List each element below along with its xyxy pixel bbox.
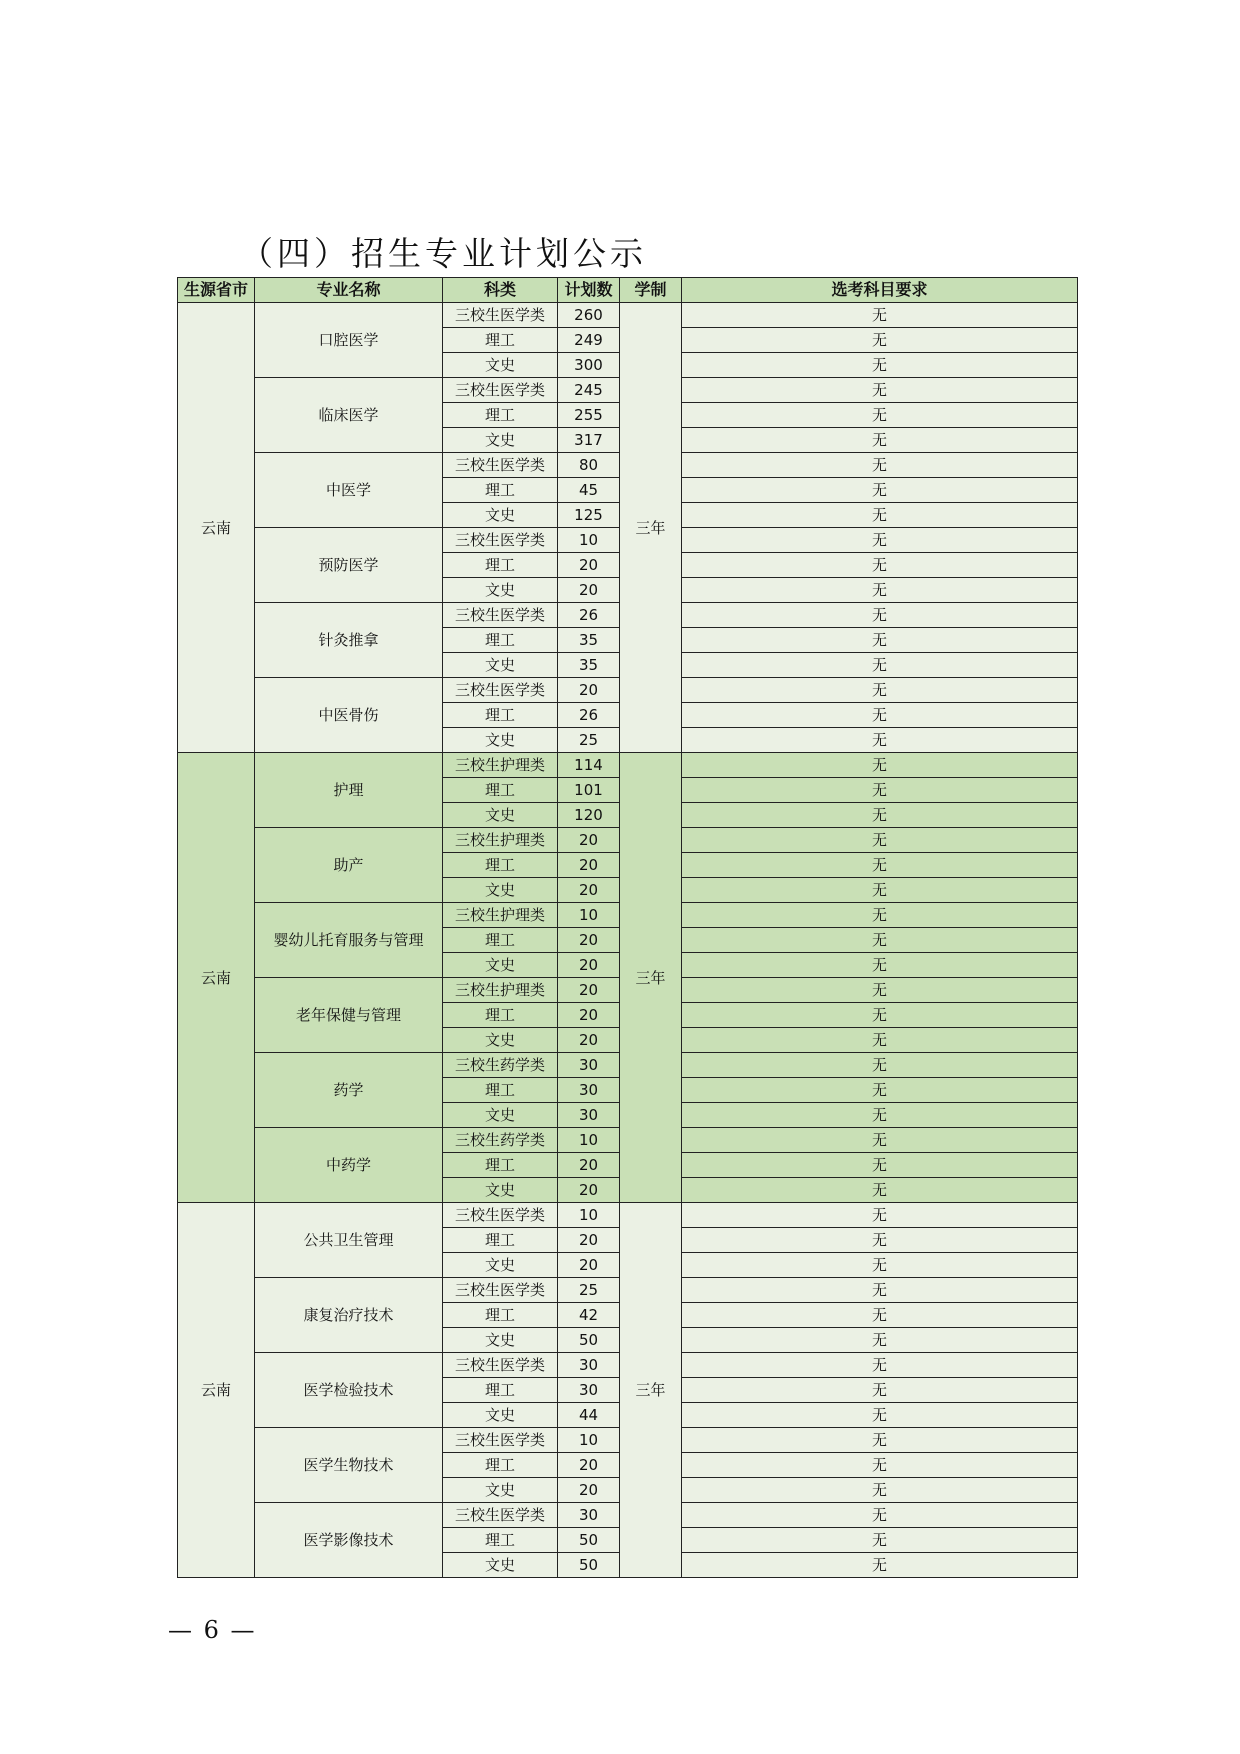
category-cell: 理工: [443, 553, 558, 578]
header-count: 计划数: [558, 278, 620, 303]
duration-cell: 三年: [620, 303, 682, 753]
subject-requirement-cell: 无: [682, 628, 1078, 653]
subject-requirement-cell: 无: [682, 528, 1078, 553]
major-name-cell: 临床医学: [255, 378, 443, 453]
category-cell: 理工: [443, 778, 558, 803]
category-cell: 文史: [443, 428, 558, 453]
subject-requirement-cell: 无: [682, 1003, 1078, 1028]
plan-count-cell: 114: [558, 753, 620, 778]
category-cell: 三校生药学类: [443, 1053, 558, 1078]
major-name-cell: 中医学: [255, 453, 443, 528]
plan-count-cell: 20: [558, 1228, 620, 1253]
plan-count-cell: 20: [558, 928, 620, 953]
plan-count-cell: 255: [558, 403, 620, 428]
category-cell: 三校生医学类: [443, 453, 558, 478]
category-cell: 理工: [443, 1078, 558, 1103]
category-cell: 理工: [443, 328, 558, 353]
plan-count-cell: 10: [558, 528, 620, 553]
category-cell: 文史: [443, 503, 558, 528]
province-cell: 云南: [178, 753, 255, 1203]
plan-count-cell: 260: [558, 303, 620, 328]
plan-count-cell: 44: [558, 1403, 620, 1428]
plan-count-cell: 10: [558, 1203, 620, 1228]
category-cell: 三校生医学类: [443, 1203, 558, 1228]
subject-requirement-cell: 无: [682, 678, 1078, 703]
category-cell: 文史: [443, 803, 558, 828]
subject-requirement-cell: 无: [682, 1403, 1078, 1428]
subject-requirement-cell: 无: [682, 1103, 1078, 1128]
subject-requirement-cell: 无: [682, 328, 1078, 353]
subject-requirement-cell: 无: [682, 1453, 1078, 1478]
plan-count-cell: 20: [558, 678, 620, 703]
category-cell: 理工: [443, 1153, 558, 1178]
category-cell: 理工: [443, 928, 558, 953]
table-row: [178, 1203, 1078, 1228]
subject-requirement-cell: 无: [682, 1528, 1078, 1553]
category-cell: 理工: [443, 1303, 558, 1328]
major-name-cell: 医学影像技术: [255, 1503, 443, 1578]
plan-count-cell: 249: [558, 328, 620, 353]
plan-count-cell: 20: [558, 953, 620, 978]
subject-requirement-cell: 无: [682, 428, 1078, 453]
subject-requirement-cell: 无: [682, 353, 1078, 378]
major-name-cell: 助产: [255, 828, 443, 903]
subject-requirement-cell: 无: [682, 1328, 1078, 1353]
plan-count-cell: 30: [558, 1103, 620, 1128]
section-heading: （四）招生专业计划公示: [240, 234, 647, 273]
plan-count-cell: 20: [558, 1178, 620, 1203]
table-row: [178, 753, 1078, 778]
subject-requirement-cell: 无: [682, 1253, 1078, 1278]
subject-requirement-cell: 无: [682, 1228, 1078, 1253]
category-cell: 文史: [443, 653, 558, 678]
subject-requirement-cell: 无: [682, 903, 1078, 928]
category-cell: 理工: [443, 1378, 558, 1403]
plan-count-cell: 50: [558, 1328, 620, 1353]
plan-count-cell: 245: [558, 378, 620, 403]
plan-count-cell: 20: [558, 1453, 620, 1478]
subject-requirement-cell: 无: [682, 928, 1078, 953]
plan-count-cell: 26: [558, 603, 620, 628]
category-cell: 文史: [443, 1028, 558, 1053]
subject-requirement-cell: 无: [682, 1553, 1078, 1578]
header-duration: 学制: [620, 278, 682, 303]
category-cell: 理工: [443, 853, 558, 878]
subject-requirement-cell: 无: [682, 1278, 1078, 1303]
plan-count-cell: 20: [558, 1003, 620, 1028]
category-cell: 三校生医学类: [443, 678, 558, 703]
subject-requirement-cell: 无: [682, 728, 1078, 753]
subject-requirement-cell: 无: [682, 878, 1078, 903]
major-name-cell: 中医骨伤: [255, 678, 443, 753]
major-name-cell: 药学: [255, 1053, 443, 1128]
category-cell: 理工: [443, 478, 558, 503]
category-cell: 三校生护理类: [443, 978, 558, 1003]
category-cell: 文史: [443, 1253, 558, 1278]
plan-count-cell: 30: [558, 1378, 620, 1403]
major-name-cell: 婴幼儿托育服务与管理: [255, 903, 443, 978]
category-cell: 理工: [443, 1528, 558, 1553]
subject-requirement-cell: 无: [682, 1078, 1078, 1103]
subject-requirement-cell: 无: [682, 1028, 1078, 1053]
page-number: — 6 —: [168, 1616, 257, 1644]
plan-count-cell: 42: [558, 1303, 620, 1328]
subject-requirement-cell: 无: [682, 303, 1078, 328]
category-cell: 文史: [443, 878, 558, 903]
category-cell: 文史: [443, 1178, 558, 1203]
plan-count-cell: 30: [558, 1053, 620, 1078]
subject-requirement-cell: 无: [682, 953, 1078, 978]
duration-cell: 三年: [620, 1203, 682, 1578]
plan-count-cell: 20: [558, 853, 620, 878]
province-cell: 云南: [178, 1203, 255, 1578]
major-name-cell: 针灸推拿: [255, 603, 443, 678]
major-name-cell: 口腔医学: [255, 303, 443, 378]
subject-requirement-cell: 无: [682, 1203, 1078, 1228]
category-cell: 理工: [443, 1453, 558, 1478]
plan-count-cell: 25: [558, 1278, 620, 1303]
header-province: 生源省市: [178, 278, 255, 303]
subject-requirement-cell: 无: [682, 703, 1078, 728]
category-cell: 三校生药学类: [443, 1128, 558, 1153]
subject-requirement-cell: 无: [682, 1478, 1078, 1503]
duration-cell: 三年: [620, 753, 682, 1203]
category-cell: 文史: [443, 1103, 558, 1128]
category-cell: 文史: [443, 1403, 558, 1428]
header-major: 专业名称: [255, 278, 443, 303]
plan-count-cell: 25: [558, 728, 620, 753]
plan-count-cell: 30: [558, 1078, 620, 1103]
header-requirement: 选考科目要求: [682, 278, 1078, 303]
major-name-cell: 医学生物技术: [255, 1428, 443, 1503]
plan-count-cell: 50: [558, 1528, 620, 1553]
subject-requirement-cell: 无: [682, 478, 1078, 503]
plan-count-cell: 120: [558, 803, 620, 828]
subject-requirement-cell: 无: [682, 753, 1078, 778]
category-cell: 理工: [443, 1228, 558, 1253]
plan-count-cell: 20: [558, 978, 620, 1003]
plan-count-cell: 20: [558, 878, 620, 903]
subject-requirement-cell: 无: [682, 503, 1078, 528]
category-cell: 理工: [443, 403, 558, 428]
subject-requirement-cell: 无: [682, 603, 1078, 628]
major-name-cell: 公共卫生管理: [255, 1203, 443, 1278]
major-name-cell: 医学检验技术: [255, 1353, 443, 1428]
subject-requirement-cell: 无: [682, 1303, 1078, 1328]
major-name-cell: 护理: [255, 753, 443, 828]
plan-count-cell: 20: [558, 553, 620, 578]
plan-count-cell: 35: [558, 653, 620, 678]
plan-count-cell: 317: [558, 428, 620, 453]
plan-count-cell: 300: [558, 353, 620, 378]
category-cell: 三校生医学类: [443, 1428, 558, 1453]
plan-count-cell: 20: [558, 578, 620, 603]
category-cell: 三校生护理类: [443, 828, 558, 853]
plan-count-cell: 10: [558, 1128, 620, 1153]
category-cell: 三校生护理类: [443, 753, 558, 778]
category-cell: 理工: [443, 703, 558, 728]
category-cell: 三校生医学类: [443, 303, 558, 328]
subject-requirement-cell: 无: [682, 553, 1078, 578]
plan-count-cell: 20: [558, 1028, 620, 1053]
category-cell: 理工: [443, 1003, 558, 1028]
subject-requirement-cell: 无: [682, 1378, 1078, 1403]
subject-requirement-cell: 无: [682, 1128, 1078, 1153]
province-cell: 云南: [178, 303, 255, 753]
plan-count-cell: 20: [558, 1153, 620, 1178]
plan-count-cell: 50: [558, 1553, 620, 1578]
plan-count-cell: 10: [558, 903, 620, 928]
major-name-cell: 预防医学: [255, 528, 443, 603]
category-cell: 三校生医学类: [443, 378, 558, 403]
category-cell: 文史: [443, 578, 558, 603]
subject-requirement-cell: 无: [682, 378, 1078, 403]
subject-requirement-cell: 无: [682, 653, 1078, 678]
subject-requirement-cell: 无: [682, 1353, 1078, 1378]
subject-requirement-cell: 无: [682, 403, 1078, 428]
subject-requirement-cell: 无: [682, 778, 1078, 803]
subject-requirement-cell: 无: [682, 1153, 1078, 1178]
subject-requirement-cell: 无: [682, 978, 1078, 1003]
category-cell: 文史: [443, 953, 558, 978]
plan-count-cell: 101: [558, 778, 620, 803]
plan-count-cell: 20: [558, 828, 620, 853]
subject-requirement-cell: 无: [682, 1428, 1078, 1453]
table-header-row: [178, 278, 1078, 303]
plan-count-cell: 125: [558, 503, 620, 528]
category-cell: 理工: [443, 628, 558, 653]
subject-requirement-cell: 无: [682, 853, 1078, 878]
category-cell: 三校生医学类: [443, 528, 558, 553]
subject-requirement-cell: 无: [682, 828, 1078, 853]
subject-requirement-cell: 无: [682, 578, 1078, 603]
category-cell: 文史: [443, 728, 558, 753]
plan-count-cell: 20: [558, 1253, 620, 1278]
category-cell: 文史: [443, 353, 558, 378]
category-cell: 三校生护理类: [443, 903, 558, 928]
subject-requirement-cell: 无: [682, 1053, 1078, 1078]
table-body: [178, 303, 1078, 1578]
category-cell: 三校生医学类: [443, 603, 558, 628]
plan-count-cell: 26: [558, 703, 620, 728]
header-category: 科类: [443, 278, 558, 303]
enrollment-plan-table: [177, 277, 1078, 1578]
table-row: [178, 303, 1078, 328]
plan-count-cell: 45: [558, 478, 620, 503]
plan-count-cell: 30: [558, 1353, 620, 1378]
subject-requirement-cell: 无: [682, 1503, 1078, 1528]
subject-requirement-cell: 无: [682, 803, 1078, 828]
major-name-cell: 老年保健与管理: [255, 978, 443, 1053]
plan-count-cell: 30: [558, 1503, 620, 1528]
category-cell: 三校生医学类: [443, 1503, 558, 1528]
plan-count-cell: 80: [558, 453, 620, 478]
category-cell: 文史: [443, 1328, 558, 1353]
category-cell: 三校生医学类: [443, 1278, 558, 1303]
major-name-cell: 中药学: [255, 1128, 443, 1203]
category-cell: 文史: [443, 1478, 558, 1503]
category-cell: 三校生医学类: [443, 1353, 558, 1378]
subject-requirement-cell: 无: [682, 1178, 1078, 1203]
major-name-cell: 康复治疗技术: [255, 1278, 443, 1353]
subject-requirement-cell: 无: [682, 453, 1078, 478]
category-cell: 文史: [443, 1553, 558, 1578]
plan-count-cell: 20: [558, 1478, 620, 1503]
plan-count-cell: 35: [558, 628, 620, 653]
plan-count-cell: 10: [558, 1428, 620, 1453]
